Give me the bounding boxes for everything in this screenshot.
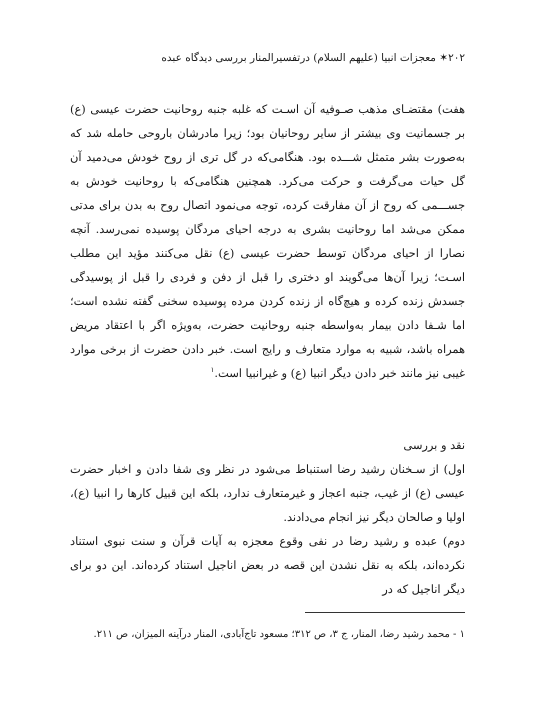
paragraph-1 xyxy=(70,97,465,385)
paragraph-1-text: هفت) مقتضـای مذهب صـوفیه آن اسـت که غلبه جنبه روحانیت حضرت عیسی (ع) بر جسمانیت وی بیشتر از سایر روحانیان بود؛ زیرا مادرشان باروحی حامله شد که به‌صورت بشر متمثل شـــده بود. هنگامی‌که در گل تری از روح خودش می‌دمید آن گل حیات می‌گرفت و حرکت می‌کرد. همچنین هنگامی‌که با روحانیت خودش به جســـمی که روح از آن مفارقت کرده، توجه می‌نمود اتصال روح به بدن برای مدتی ممکن می‌شد اما روحانیت بشری به درجه احیای مردگان پوسیده نمی‌رسد. آنچه نصارا از احیای مردگان توسط حضرت عیسی (ع) نقل می‌کنند مؤید این مطلب اسـت؛ زیرا آن‌ها می‌گویند او دختری را قبل از دفن و فردی را قبل از پوسیدگی جسدش زنده کرده و هیچ‌گاه از زنده کردن مرده پوسیده سخنی گفته نشده است؛ اما شـفا دادن بیمار به‌واسطه جنبه روحانیت حضرت، به‌ویژه اگر با اعتقاد مریض همراه باشد، شبیه به موارد متعارف و رایج است. خبر دادن حضرت از برخی موارد غیبی نیز مانند خبر دادن دیگر انبیا (ع) و غیرانبیا است. xyxy=(70,102,465,380)
header-separator: ✶ xyxy=(439,52,449,64)
footnote: ۱ - محمد رشید رضا، المنار، ج ۳، ص ۳۱۲؛ مسعود تاج‌آبادی، المنار درآینه المیزان، ص ۲۱۱. xyxy=(93,629,465,640)
running-header xyxy=(70,50,465,66)
body-text xyxy=(70,97,465,601)
footnote-divider xyxy=(305,612,465,613)
paragraph-3: دوم) عبده و رشید رضا در نفی وقوع معجزه به آیات قرآن و سنت نبوی استناد نکرده‌اند، بلکه به نقل نشدن این قصه در بعض اناجیل استناد کرده‌اند. این دو برای دیگر اناجیل که در xyxy=(70,534,465,596)
header-title: معجزات انبیا (علیهم السلام) درتفسیرالمنار بررسی دیدگاه عبده xyxy=(161,52,436,64)
paragraph-2: اول) از سـخنان رشید رضا استنباط می‌شود در نظر وی شفا دادن و اخبار حضرت عیسی (ع) از غیب، جنبه اعجاز و غیرمتعارف ندارد، بلکه این قبیل کارها را انبیا (ع)، اولیا و صالحان دیگر نیز انجام می‌دادند. xyxy=(70,462,465,524)
spacer xyxy=(70,409,465,433)
footnote-reference[interactable]: ۱ xyxy=(210,366,215,375)
spacer xyxy=(70,385,465,409)
section-heading: نقد و بررسی xyxy=(403,438,465,452)
page-number: ۲۰۲ xyxy=(448,52,465,64)
